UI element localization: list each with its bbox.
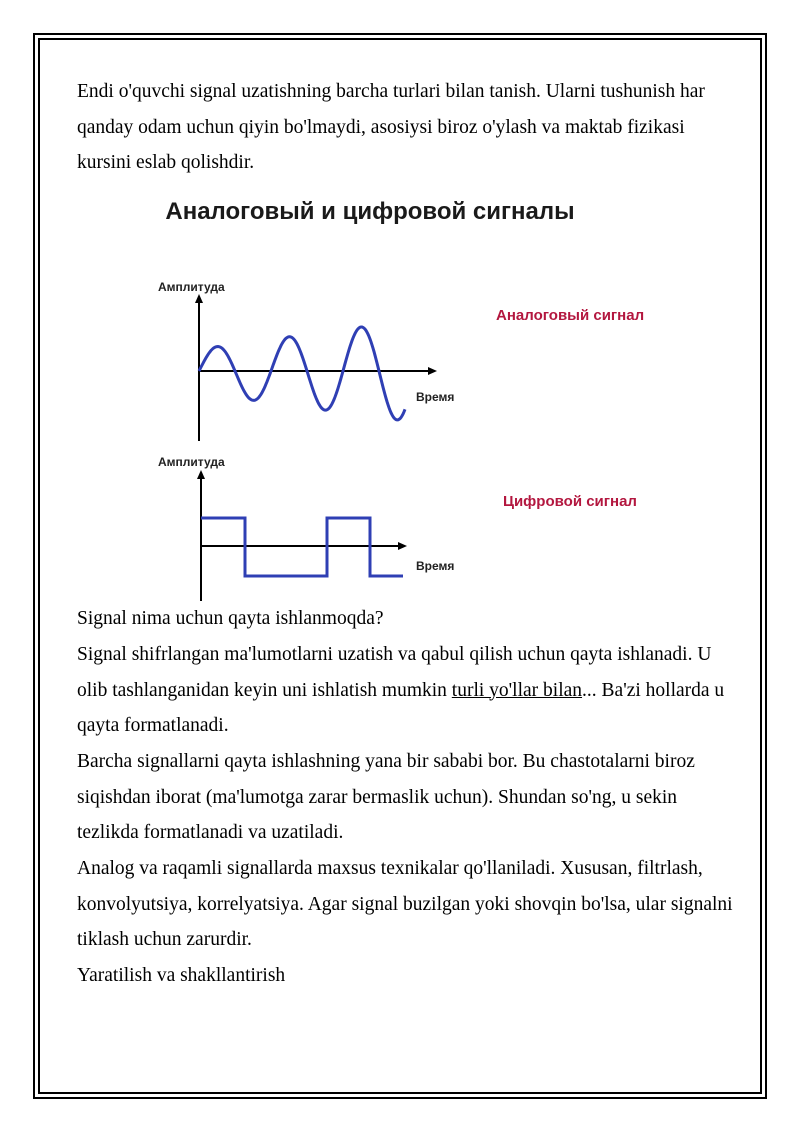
- analog-y-label: Амплитуда: [158, 280, 225, 295]
- ways-link[interactable]: turli yo'llar bilan: [451, 679, 583, 701]
- paragraph-processing-text: Signal shifrlangan ma'lumotlarni uzatish va qabul qilish uchun qayta ishlanadi. U olib tashlanganidan keyin uni ishlatish mumkin: [77, 643, 712, 701]
- analog-y-arrow: [195, 294, 203, 303]
- analog-wave: [199, 327, 405, 420]
- digital-caption: Цифровой сигнал: [503, 493, 637, 511]
- signals-diagram: [0, 181, 660, 601]
- intro-paragraph: Endi o'quvchi signal uzatishning barcha turlari bilan tanish. Ularni tushunish har qanday odam uchun qiyin bo'lmaydi, asosiysi biroz o'ylash va maktab fizikasi kursini eslab qolishdir.: [77, 81, 705, 174]
- paragraph-techniques: Analog va raqamli signallarda maxsus texnikalar qo'llaniladi. Xususan, filtrlash, konvolyutsiya, korrelyatsiya. Agar signal buzilgan yoki shovqin bo'lsa, ular signalni tiklash uchun zarurdir.: [77, 858, 733, 951]
- signal-figure: [0, 181, 660, 601]
- analog-x-label: Время: [416, 390, 455, 405]
- digital-y-arrow: [197, 470, 205, 479]
- digital-x-label: Время: [416, 559, 455, 574]
- analog-caption: Аналоговый сигнал: [496, 307, 645, 325]
- digital-chart: [158, 455, 637, 601]
- analog-x-arrow: [428, 367, 437, 375]
- paragraph-compression: Barcha signallarni qayta ishlashning yana bir sababi bor. Bu chastotalarni biroz siqishdan iborat (ma'lumotga zarar bermaslik uchun). Shundan so'ng, u sekin tezlikda formatlanadi va uzatiladi.: [77, 750, 695, 844]
- document-body: [77, 74, 737, 994]
- heading-creation: Yaratilish va shakllantirish: [77, 965, 286, 987]
- paragraph-processing: [77, 637, 737, 744]
- paragraph-processing-tail: ... Ba'zi hollarda u qayta formatlanadi.: [77, 679, 725, 737]
- digital-x-arrow: [398, 542, 407, 550]
- analog-chart: [158, 280, 644, 441]
- heading-why-processed: Signal nima uchun qayta ishlanmoqda?: [77, 608, 384, 630]
- digital-y-label: Амплитуда: [158, 455, 225, 470]
- figure-title: Аналоговый и цифровой сигналы: [165, 198, 575, 226]
